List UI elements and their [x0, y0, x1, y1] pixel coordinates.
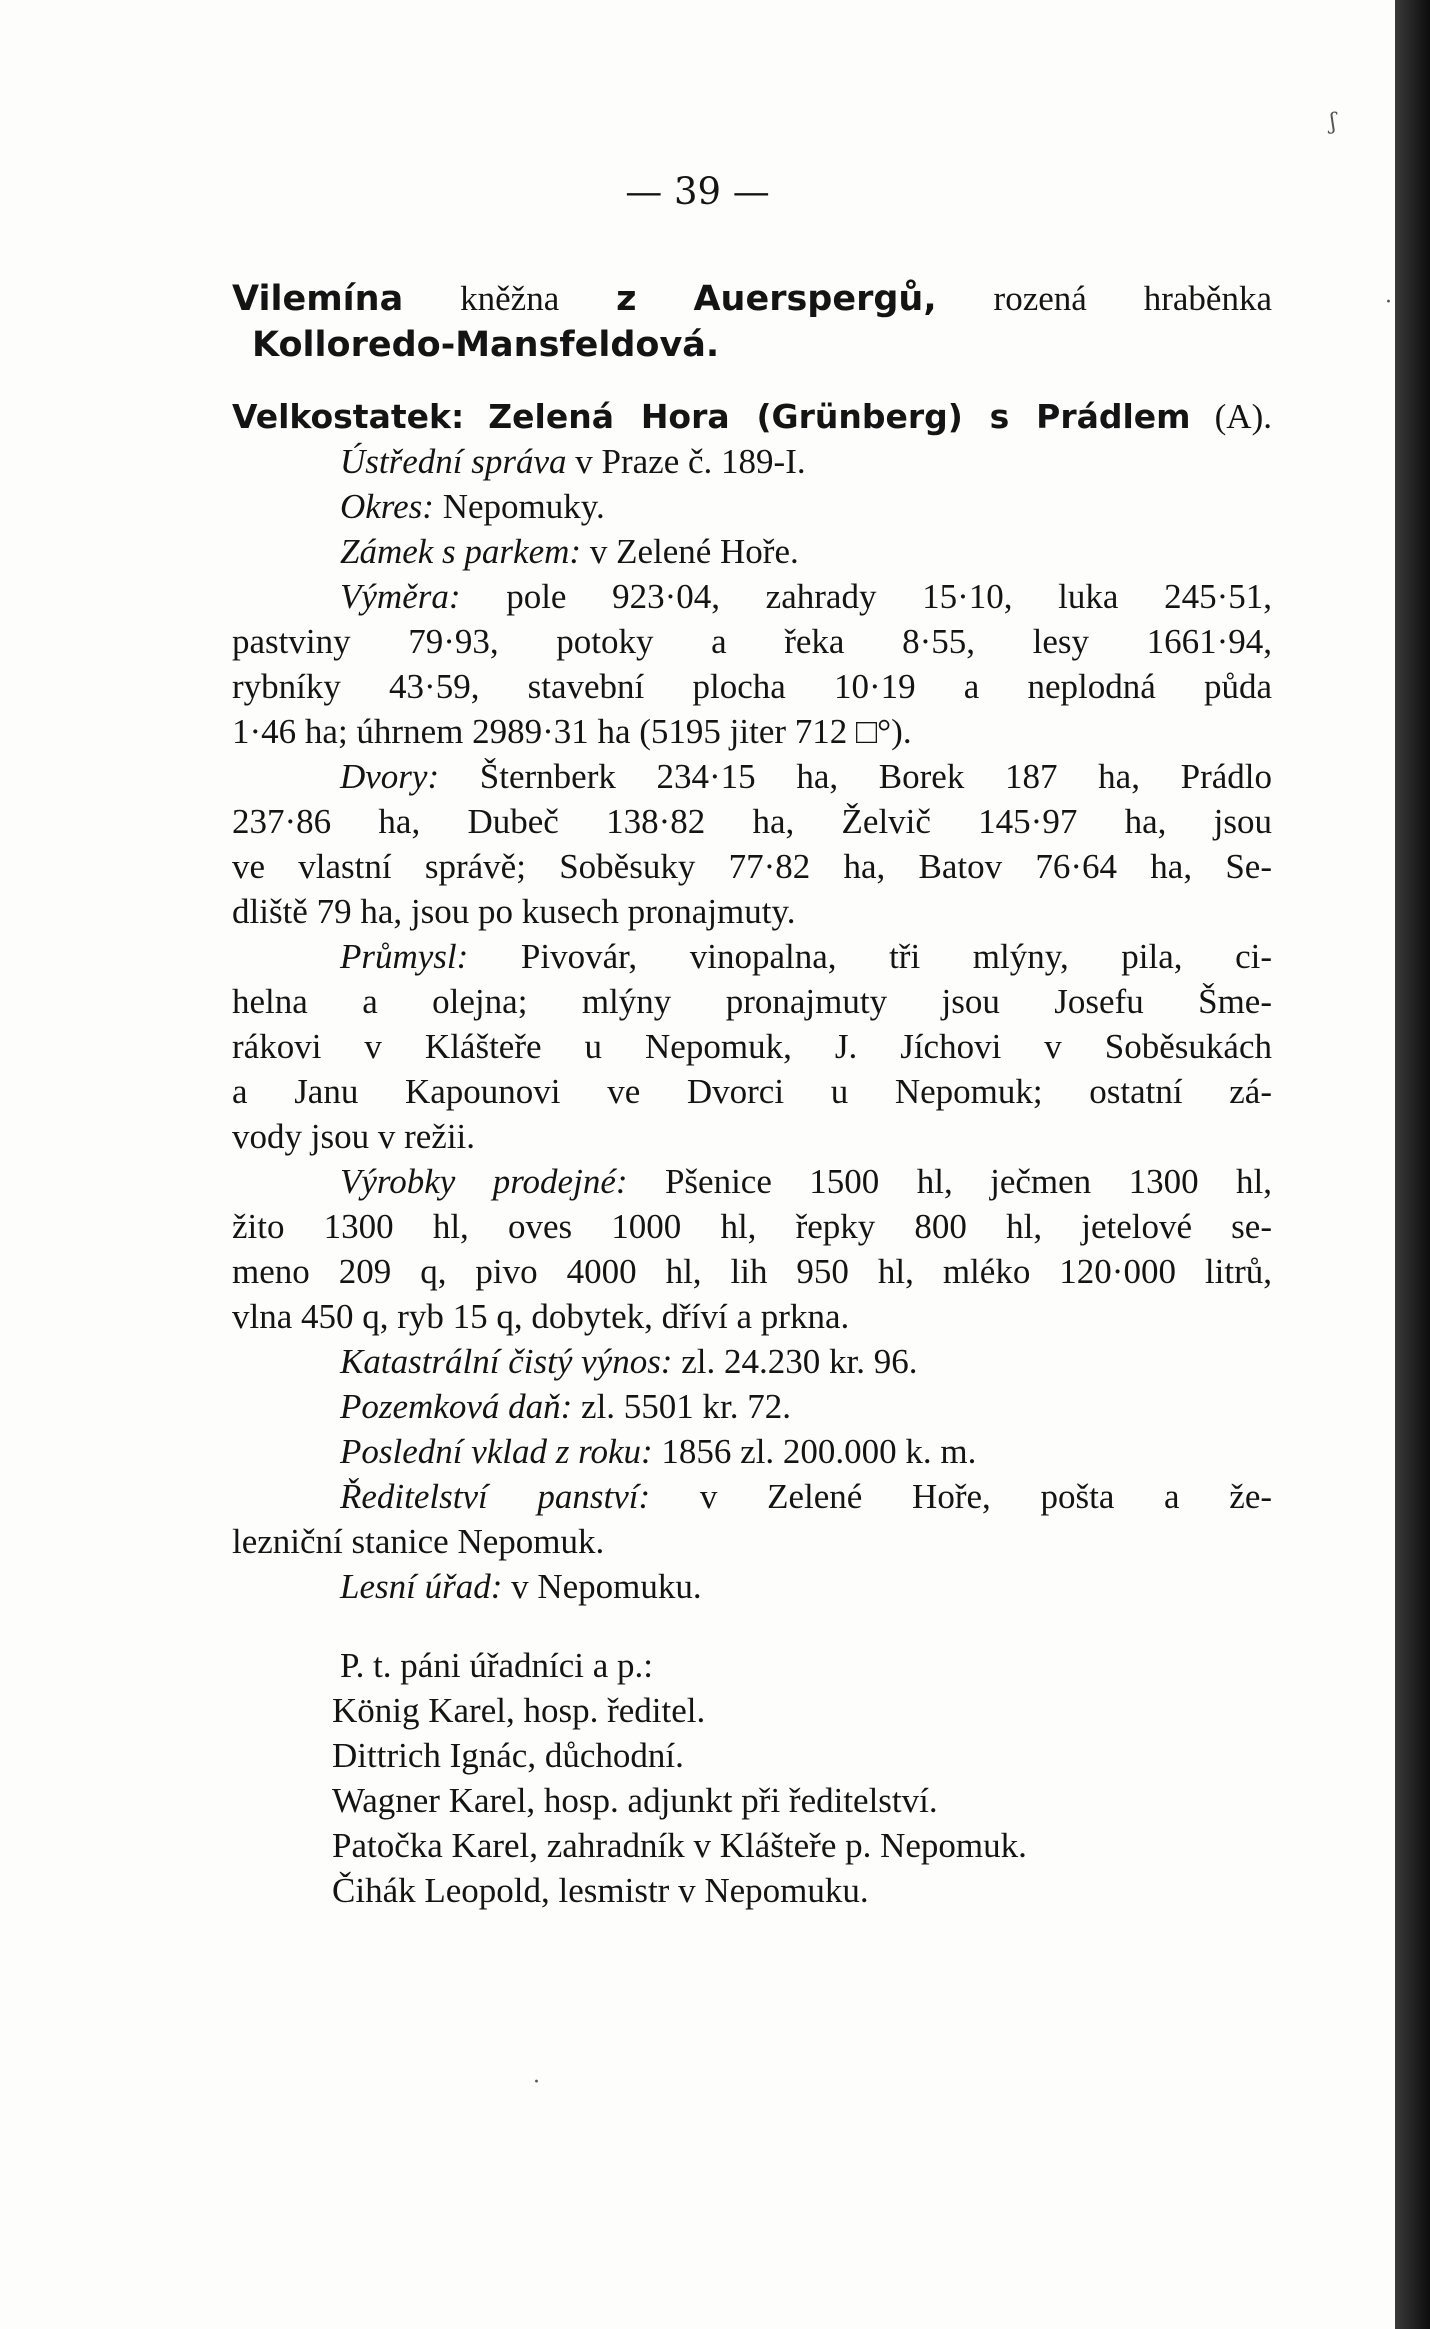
okres-text: Nepomuky. [442, 487, 605, 526]
vyrobky-line-2: žito 1300 hl, oves 1000 hl, řepky 800 hl, jetelové se- [232, 1207, 1272, 1246]
owner-name: Vilemína [232, 279, 404, 319]
dvory-line-3: ve vlastní správě; Soběsuky 77·82 ha, Batov 76·64 ha, Se- [232, 847, 1272, 886]
dvory-text-1: Šternberk 234·15 ha, Borek 187 ha, Prádlo [479, 757, 1272, 796]
owner-family: Auerspergů, [693, 279, 937, 319]
sprava-entry [232, 439, 1272, 484]
staff-list [232, 1688, 1272, 1913]
katastr-text: zl. 24.230 kr. 96. [681, 1342, 918, 1381]
staff-item: Wagner Karel, hosp. adjunkt při ředitelství. [332, 1781, 938, 1820]
owner-title: kněžna [460, 279, 560, 318]
dvory-label: Dvory: [340, 757, 440, 796]
vyrobky-line-1 [232, 1159, 1272, 1204]
vymera-line-3: rybníky 43·59, stavební plocha 10·19 a neplodná půda [232, 667, 1272, 706]
zamek-text: v Zelené Hoře. [589, 532, 799, 571]
spacer [232, 368, 1272, 394]
vymera-label: Výměra: [340, 577, 461, 616]
page-edge [1395, 0, 1430, 2329]
vymera-line-1 [232, 574, 1272, 619]
reditelstvi-label: Ředitelství panství: [340, 1477, 651, 1516]
prumysl-line-3: rákovi v Klášteře u Nepomuk, J. Jíchovi v Soběsukách [232, 1027, 1272, 1066]
reditelstvi-line-2: lezniční stanice Nepomuk. [232, 1522, 605, 1561]
estate-name: Zelená Hora (Grünberg) s Prádlem [488, 397, 1191, 436]
dan-entry [232, 1384, 1272, 1429]
reditelstvi-text-1: v Zelené Hoře, pošta a že- [699, 1477, 1273, 1516]
dvory-line-2: 237·86 ha, Dubeč 138·82 ha, Želvič 145·97 ha, jsou [232, 802, 1272, 841]
vklad-entry [232, 1429, 1272, 1474]
owner-rank: hraběnka [1143, 279, 1272, 318]
staff-heading: P. t. páni úřadníci a p.: [340, 1646, 654, 1685]
prumysl-label: Průmysl: [340, 937, 469, 976]
owner-line-1 [232, 276, 1272, 322]
prumysl-text-1: Pivovár, vinopalna, tři mlýny, pila, ci- [520, 937, 1273, 976]
zamek-label: Zámek s parkem: [340, 532, 582, 571]
owner-line-2 [232, 322, 1272, 368]
katastr-entry [232, 1339, 1272, 1384]
vymera-line-4: 1·46 ha; úhrnem 2989·31 ha (5195 jiter 712 □°). [232, 712, 912, 751]
zamek-entry [232, 529, 1272, 574]
prumysl-line-2: helna a olejna; mlýny pronajmuty jsou Josefu Šme- [232, 982, 1272, 1021]
spacer [232, 1609, 1272, 1643]
estate-heading [232, 394, 1272, 439]
reditelstvi-line-1 [232, 1474, 1272, 1519]
lesni-text: v Nepomuku. [511, 1567, 702, 1606]
page-speck: · [1385, 290, 1392, 315]
vklad-text: 1856 zl. 200.000 k. m. [661, 1432, 977, 1471]
page-number: — 39 — [625, 170, 770, 213]
prumysl-line-4: a Janu Kapounovi ve Dvorci u Nepomuk; ostatní zá- [232, 1072, 1272, 1111]
page-body [232, 276, 1272, 1913]
dan-label: Pozemková daň: [340, 1387, 573, 1426]
staff-item: Dittrich Ignác, důchodní. [332, 1736, 684, 1775]
vyrobky-line-3: meno 209 q, pivo 4000 hl, lih 950 hl, mléko 120·000 litrů, [232, 1252, 1272, 1291]
dvory-line-1 [232, 754, 1272, 799]
lesni-entry [232, 1564, 1272, 1609]
vklad-label: Poslední vklad z roku: [340, 1432, 653, 1471]
sprava-label: Ústřední správa [340, 442, 567, 481]
okres-label: Okres: [340, 487, 434, 526]
page-speck: ʃ [1330, 110, 1336, 135]
owner-prep: z [616, 279, 637, 319]
vyrobky-line-4: vlna 450 q, ryb 15 q, dobytek, dříví a prkna. [232, 1297, 850, 1336]
lesni-label: Lesní úřad: [340, 1567, 503, 1606]
owner-maiden: Kolloredo-Mansfeldová. [252, 325, 720, 365]
katastr-label: Katastrální čistý výnos: [340, 1342, 673, 1381]
sprava-text: v Praze č. 189-I. [575, 442, 806, 481]
vymera-line-2: pastviny 79·93, potoky a řeka 8·55, lesy 1661·94, [232, 622, 1272, 661]
owner-born: rozená [993, 279, 1087, 318]
estate-suffix: (A). [1214, 397, 1272, 436]
vyrobky-text-1: Pšenice 1500 hl, ječmen 1300 hl, [664, 1162, 1273, 1201]
staff-item: Čihák Leopold, lesmistr v Nepomuku. [332, 1871, 869, 1910]
okres-entry [232, 484, 1272, 529]
vymera-text-1: pole 923·04, zahrady 15·10, luka 245·51, [506, 577, 1273, 616]
prumysl-line-5: vody jsou v režii. [232, 1117, 476, 1156]
staff-item: Patočka Karel, zahradník v Klášteře p. Nepomuk. [332, 1826, 1027, 1865]
vyrobky-label: Výrobky prodejné: [340, 1162, 628, 1201]
page-speck: · [533, 2070, 540, 2095]
staff-item: König Karel, hosp. ředitel. [332, 1691, 706, 1730]
prumysl-line-1 [232, 934, 1272, 979]
estate-label: Velkostatek: [232, 397, 465, 436]
dan-text: zl. 5501 kr. 72. [581, 1387, 792, 1426]
dvory-line-4: dliště 79 ha, jsou po kusech pronajmuty. [232, 892, 796, 931]
